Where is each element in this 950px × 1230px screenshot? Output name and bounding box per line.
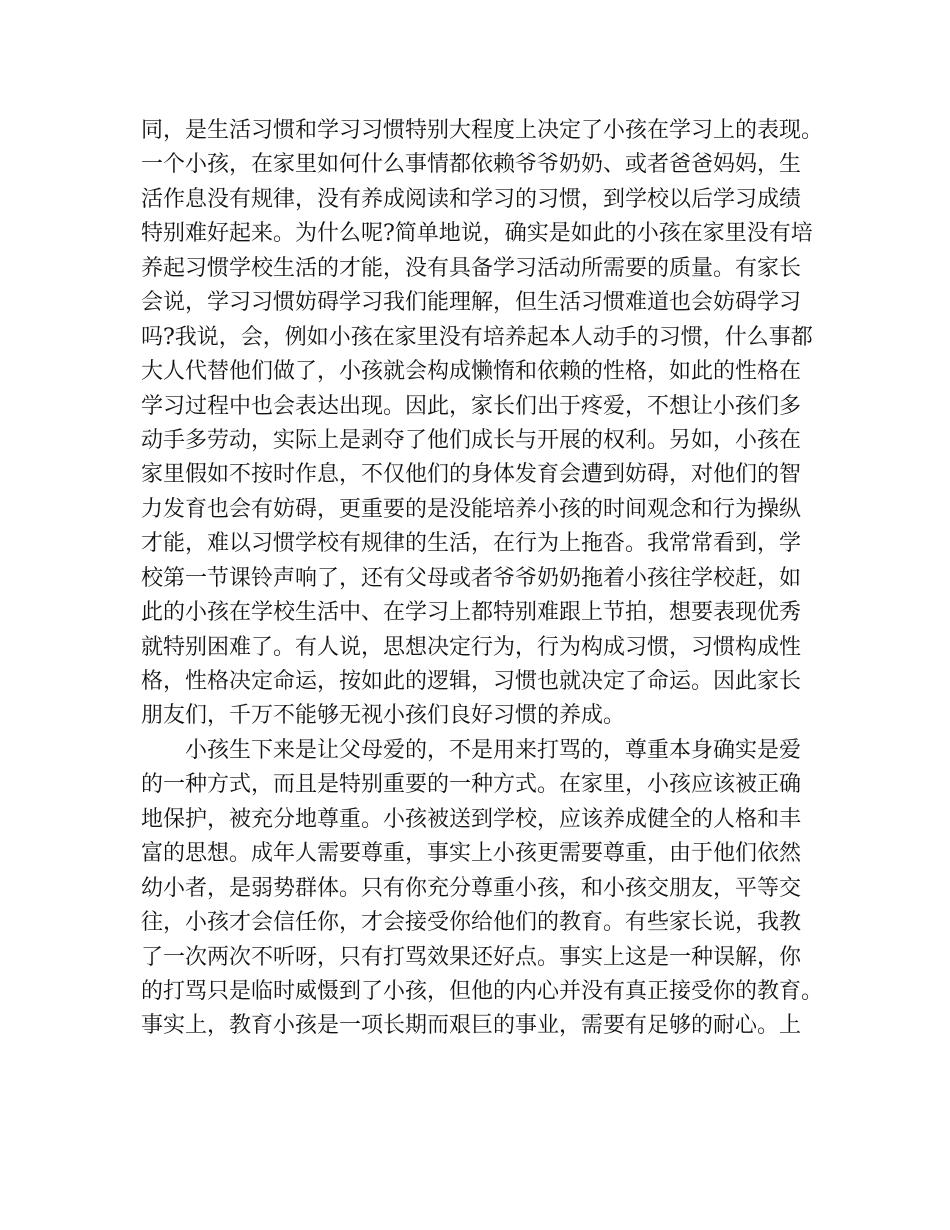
text-line: 活作息没有规律，没有养成阅读和学习的习惯，到学校以后学习成绩 [141, 186, 802, 212]
text-line: 吗?我说，会，例如小孩在家里没有培养起本人动手的习惯，什么事都 [141, 324, 813, 350]
paragraph-2 [141, 734, 824, 1044]
text-line: 才能，难以习惯学校有规律的生活，在行为上拖沓。我常常看到，学 [141, 531, 802, 557]
text-line: 朋友们，千万不能够无视小孩们良好习惯的养成。 [141, 703, 626, 729]
text-line: 幼小者，是弱势群体。只有你充分尊重小孩，和小孩交朋友，平等交 [141, 875, 802, 901]
text-line: 的一种方式，而且是特别重要的一种方式。在家里，小孩应该被正确 [141, 772, 802, 798]
text-line: 养起习惯学校生活的才能，没有具备学习活动所需要的质量。有家长 [141, 255, 802, 281]
text-line: 事实上，教育小孩是一项长期而艰巨的事业，需要有足够的耐心。上 [141, 1013, 802, 1039]
text-line: 格，性格决定命运，按如此的逻辑，习惯也就决定了命运。因此家长 [141, 669, 802, 694]
text-line: 了一次两次不听呀，只有打骂效果还好点。事实上这是一种误解，你 [141, 944, 802, 970]
text-line: 同，是生活习惯和学习习惯特别大程度上决定了小孩在学习上的表现。 [141, 118, 824, 143]
text-line: 地保护，被充分地尊重。小孩被送到学校，应该养成健全的人格和丰 [141, 806, 802, 832]
text-line: 往，小孩才会信任你，才会接受你给他们的教育。有些家长说，我教 [141, 910, 802, 936]
text-line: 就特别困难了。有人说，思想决定行为，行为构成习惯，习惯构成性 [141, 634, 802, 660]
text-line: 此的小孩在学校生活中、在学习上都特别难跟上节拍，想要表现优秀 [141, 600, 802, 626]
paragraph-1 [141, 114, 824, 734]
body-text [141, 114, 824, 1044]
text-line: 小孩生下来是让父母爱的，不是用来打骂的，尊重本身确实是爱 [185, 737, 802, 763]
text-line: 会说，学习习惯妨碍学习我们能理解，但生活习惯难道也会妨碍学习 [141, 290, 802, 316]
text-line: 的打骂只是临时威慑到了小孩，但他的内心并没有真正接受你的教育。 [141, 978, 824, 1004]
text-line: 家里假如不按时作息，不仅他们的身体发育会遭到妨碍，对他们的智 [141, 462, 802, 488]
text-line: 动手多劳动，实际上是剥夺了他们成长与开展的权利。另如，小孩在 [141, 427, 802, 453]
text-line: 大人代替他们做了，小孩就会构成懒惰和依赖的性格，如此的性格在 [141, 359, 802, 385]
text-line: 富的思想。成年人需要尊重，事实上小孩更需要尊重，由于他们依然 [141, 841, 802, 867]
text-line: 一个小孩，在家里如何什么事情都依赖爷爷奶奶、或者爸爸妈妈，生 [141, 152, 802, 178]
text-line: 特别难好起来。为什么呢?简单地说，确实是如此的小孩在家里没有培 [141, 221, 813, 247]
text-line: 校第一节课铃声响了，还有父母或者爷爷奶奶拖着小孩往学校赶，如 [141, 565, 802, 591]
text-line: 学习过程中也会表达出现。因此，家长们出于疼爱，不想让小孩们多 [141, 393, 802, 419]
text-line: 力发育也会有妨碍，更重要的是没能培养小孩的时间观念和行为操纵 [141, 496, 802, 522]
